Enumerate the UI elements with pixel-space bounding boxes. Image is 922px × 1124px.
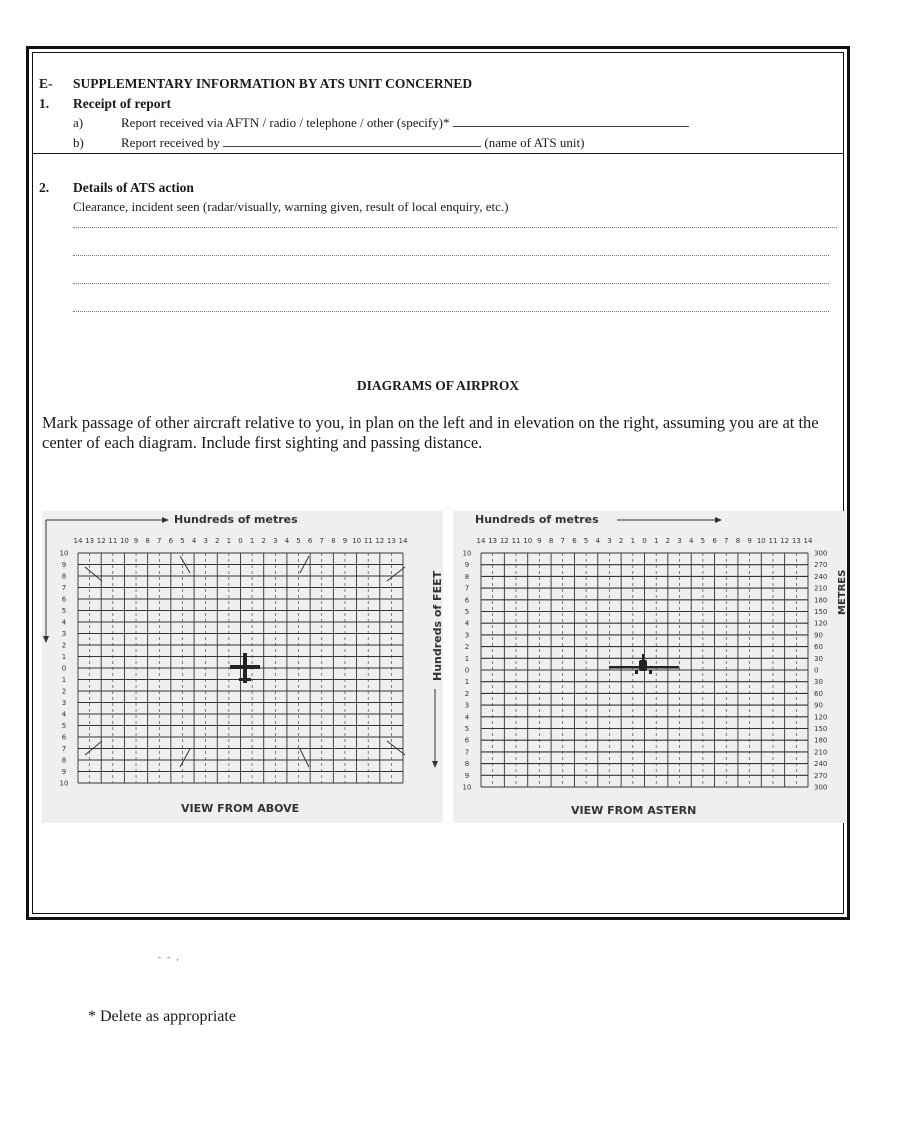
elev-left-tick-label: 7 (464, 584, 470, 593)
item1a-label-text: Report received via AFTN / radio / telephone / other (specify)* (121, 115, 450, 130)
corner-tick-bottom-right (300, 749, 309, 767)
elev-left-tick-label: 0 (464, 666, 470, 675)
footnote: * Delete as appropriate (88, 1008, 236, 1025)
elev-right-tick-label: 0 (814, 666, 819, 675)
section-title: SUPPLEMENTARY INFORMATION BY ATS UNIT CONCERNED (73, 76, 473, 91)
elev-right-tick-label: 90 (814, 631, 823, 640)
plan-top-tick-label: 5 (296, 537, 301, 545)
elev-top-tick-label: 1 (653, 537, 659, 545)
diagrams-title: DIAGRAMS OF AIRPROX (356, 378, 520, 393)
elev-left-tick-label: 5 (464, 608, 470, 616)
elev-left-tick-label: 4 (464, 619, 470, 628)
elev-top-tick-label: 10 (523, 537, 533, 545)
section-letter: E- (39, 76, 53, 91)
elev-left-tick-label: 9 (464, 561, 470, 570)
plan-left-tick-label: 5 (61, 722, 67, 730)
aircraft-top-view-icon (230, 653, 260, 683)
aircraft-rear-view-icon (609, 654, 679, 674)
elev-right-tick-label: 270 (814, 771, 828, 780)
elev-top-tick-label: 9 (747, 537, 752, 545)
plan-top-tick-label: 6 (307, 537, 313, 545)
plan-top-tick-label: 1 (226, 537, 232, 545)
elev-top-tick-label: 12 (499, 537, 509, 545)
plan-left-tick-label: 4 (61, 710, 67, 719)
plan-top-tick-label: 13 (85, 537, 95, 545)
elev-right-tick-label: 300 (814, 783, 828, 792)
plan-top-tick-label: 9 (133, 537, 139, 545)
corner-tick-tr (387, 567, 405, 581)
plan-top-tick-label: 12 (96, 537, 106, 545)
item2-title: Details of ATS action (73, 180, 194, 195)
plan-left-tick-label: 10 (59, 549, 69, 558)
plan-top-tick-label: 4 (284, 537, 290, 545)
item1a-label: a) (73, 115, 84, 130)
ats-action-line-1[interactable] (73, 227, 837, 228)
form-inner-border (32, 52, 848, 914)
plan-view-diagram[interactable] (42, 511, 443, 823)
elev-left-tick-label: 4 (464, 713, 470, 722)
elev-left-tick-label: 6 (464, 736, 470, 745)
elev-top-tick-label: 6 (712, 537, 717, 545)
plan-top-tick-label: 13 (386, 537, 396, 545)
plan-top-tick-label: 6 (168, 537, 174, 545)
elev-right-tick-label: 300 (814, 549, 828, 558)
elev-top-tick-label: 5 (583, 537, 589, 545)
elev-right-tick-label: 210 (814, 748, 828, 757)
plan-top-tick-label: 3 (203, 537, 208, 545)
plan-left-tick-label: 4 (61, 618, 67, 627)
form-frame (26, 46, 850, 920)
plan-top-tick-label: 12 (375, 537, 385, 545)
plan-top-tick-label: 4 (191, 537, 197, 545)
elev-right-tick-label: 180 (814, 596, 828, 605)
elev-right-tick-label: 30 (814, 654, 823, 663)
elev-top-tick-label: 4 (688, 537, 694, 545)
ats-unit-field[interactable] (223, 136, 481, 147)
plan-top-tick-label: 8 (145, 537, 150, 545)
plan-top-tick-label: 14 (73, 537, 83, 545)
elev-right-tick-label: 240 (814, 760, 828, 769)
elev-right-tick-label: 60 (814, 643, 823, 652)
elev-top-tick-label: 13 (488, 537, 498, 545)
elev-top-tick-label: 4 (595, 537, 601, 545)
plan-top-tick-label: 1 (249, 537, 255, 545)
plan-top-tick-label: 0 (238, 537, 243, 545)
elev-top-tick-label: 6 (572, 537, 577, 545)
plan-left-tick-label: 8 (61, 572, 67, 581)
elevation-view-diagram[interactable] (431, 511, 848, 823)
elev-right-tick-label: 90 (814, 701, 823, 710)
plan-top-tick-label: 14 (398, 537, 408, 545)
elev-right-tick-label: 180 (814, 736, 828, 745)
item1b-text (121, 135, 584, 151)
plan-left-tick-label: 2 (61, 687, 67, 696)
plan-left-tick-label: 9 (61, 768, 67, 776)
plan-top-tick-label: 5 (180, 537, 185, 545)
section-divider (33, 153, 843, 154)
elev-left-tick-label: 1 (464, 654, 470, 663)
plan-top-tick-label: 2 (261, 537, 266, 545)
plan-top-tick-label: 8 (331, 537, 336, 545)
elev-left-tick-label: 8 (464, 760, 470, 769)
elev-left-tick-label: 10 (462, 549, 472, 558)
item2-description: Clearance, incident seen (radar/visually, warning given, result of local enquiry, etc.) (73, 199, 509, 214)
plan-left-tick-label: 9 (61, 561, 67, 569)
elev-left-tick-label: 5 (464, 725, 470, 733)
plan-left-tick-label: 2 (61, 641, 67, 650)
elev-right-tick-label: 210 (814, 584, 828, 593)
item1b-suffix: (name of ATS unit) (484, 135, 585, 150)
plan-left-tick-label: 7 (61, 584, 67, 592)
elev-left-tick-label: 2 (464, 689, 470, 698)
plan-left-tick-label: 1 (61, 676, 67, 684)
plan-left-tick-label: 6 (61, 595, 67, 604)
elev-right-tick-label: 150 (814, 725, 828, 733)
corner-tick-bottom-left (180, 749, 190, 767)
elev-top-tick-label: 14 (803, 537, 813, 545)
plan-top-tick-label: 11 (363, 537, 373, 545)
elev-right-tick-label: 60 (814, 689, 823, 698)
elev-left-tick-label: 6 (464, 596, 470, 605)
elev-left-tick-label: 1 (464, 678, 470, 687)
plan-left-tick-label: 10 (59, 779, 69, 788)
plan-left-tick-label: 5 (61, 607, 67, 615)
plan-caption: VIEW FROM ABOVE (181, 802, 300, 815)
elev-left-tick-label: 2 (464, 643, 470, 652)
plan-top-tick-label: 11 (108, 537, 118, 545)
diagram-instructions: Mark passage of other aircraft relative to you, in plan on the left and in elevation on the right, assuming you are at the center of each diagram. Include first sighting and passing distance. (42, 413, 819, 452)
elev-right-tick-label: 150 (814, 608, 828, 616)
plan-view-grid[interactable] (42, 511, 443, 823)
elev-top-tick-label: 11 (511, 537, 521, 545)
plan-left-tick-label: 7 (61, 745, 67, 753)
item1-number: 1. (39, 96, 50, 111)
item1b-label-text: Report received by (121, 135, 220, 150)
elev-top-tick-label: 8 (548, 537, 554, 545)
elev-top-tick-label: 7 (560, 537, 565, 545)
elev-right-tick-label: 240 (814, 572, 828, 581)
item1b-label: b) (73, 135, 84, 150)
plan-left-tick-label: 1 (61, 653, 67, 661)
arrow-down-icon (43, 636, 49, 643)
elev-vertical-label: Hundreds of FEET (431, 570, 444, 681)
item1a-text (121, 115, 689, 131)
item1-title: Receipt of report (73, 96, 171, 111)
plan-top-tick-label: 7 (157, 537, 162, 545)
elev-top-tick-label: 8 (735, 537, 741, 545)
plan-left-tick-label: 0 (61, 664, 67, 673)
plan-left-tick-label: 8 (61, 756, 67, 765)
elev-top-tick-label: 12 (780, 537, 790, 545)
plan-left-tick-label: 3 (61, 699, 67, 707)
elev-right-tick-label: 120 (814, 619, 828, 628)
plan-axis-label: Hundreds of metres (174, 513, 298, 526)
elev-top-tick-label: 13 (791, 537, 801, 545)
elev-top-tick-label: 3 (677, 537, 682, 545)
plan-top-tick-label: 10 (352, 537, 362, 545)
plan-left-tick-label: 6 (61, 733, 67, 742)
elev-top-tick-label: 10 (756, 537, 766, 545)
plan-left-tick-label: 3 (61, 630, 67, 638)
aftn-specify-field[interactable] (453, 116, 689, 127)
elevation-view-grid[interactable] (431, 511, 848, 823)
arrow-right-icon (162, 517, 169, 523)
plan-top-tick-label: 3 (273, 537, 278, 545)
arrow-right-icon (715, 517, 722, 523)
elev-left-tick-label: 3 (464, 631, 470, 640)
elev-left-tick-label: 10 (462, 783, 472, 792)
stray-marks: - - , (158, 952, 181, 962)
ats-action-line-2[interactable] (73, 255, 829, 256)
plan-top-tick-label: 7 (319, 537, 324, 545)
elev-top-tick-label: 11 (768, 537, 778, 545)
corner-tick-tl (85, 567, 102, 581)
elev-right-tick-label: 30 (814, 678, 823, 687)
elev-right-tick-label: 120 (814, 713, 828, 722)
elev-left-tick-label: 8 (464, 572, 470, 581)
elev-left-tick-label: 9 (464, 771, 470, 780)
elev-top-tick-label: 14 (476, 537, 486, 545)
elev-top-tick-label: 0 (642, 537, 647, 545)
elev-top-tick-label: 2 (618, 537, 624, 545)
elev-top-tick-label: 2 (665, 537, 671, 545)
elev-top-tick-label: 9 (537, 537, 542, 545)
elev-left-tick-label: 3 (464, 701, 470, 710)
ats-action-line-4[interactable] (73, 311, 829, 312)
plan-top-tick-label: 10 (119, 537, 129, 545)
elev-right-tick-label: 270 (814, 561, 828, 570)
plan-top-tick-label: 9 (342, 537, 348, 545)
item2-number: 2. (39, 180, 50, 195)
elev-top-tick-label: 1 (630, 537, 636, 545)
elev-top-tick-label: 7 (724, 537, 729, 545)
elev-caption: VIEW FROM ASTERN (571, 804, 697, 817)
elev-axis-label: Hundreds of metres (475, 513, 599, 526)
plan-top-tick-label: 2 (215, 537, 220, 545)
elev-left-tick-label: 7 (464, 748, 470, 757)
elev-right-label: METRES (837, 569, 848, 615)
ats-action-line-3[interactable] (73, 283, 829, 284)
elev-top-tick-label: 3 (607, 537, 612, 545)
elev-top-tick-label: 5 (700, 537, 706, 545)
